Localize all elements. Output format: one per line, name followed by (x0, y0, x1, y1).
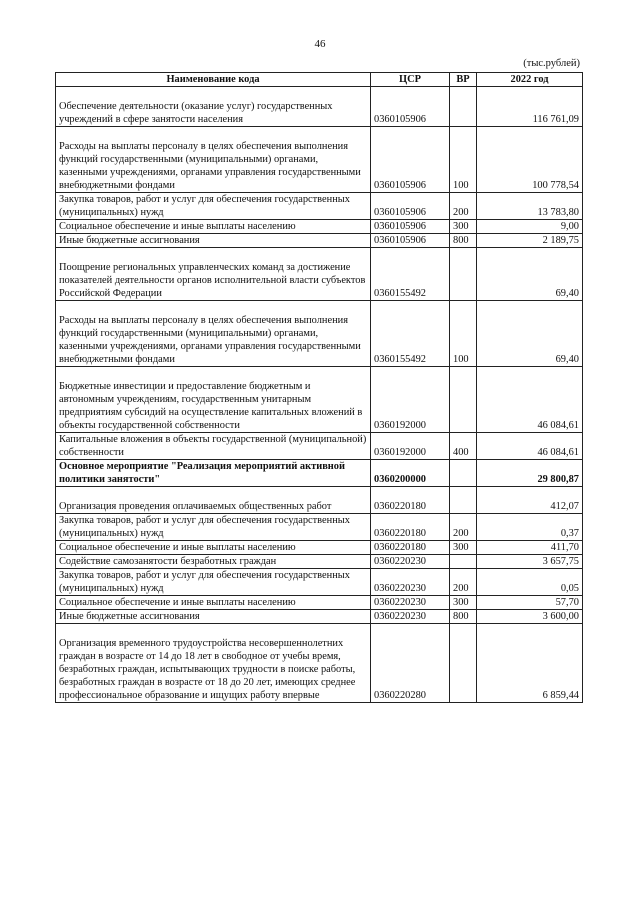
table-row (56, 541, 583, 555)
table-row (56, 301, 583, 367)
row-sum-cell: 412,07 (477, 487, 583, 514)
row-sum-cell: 0,37 (477, 514, 583, 541)
row-vr-cell: 200 (450, 193, 477, 220)
row-vr-cell: 800 (450, 610, 477, 624)
row-csr-cell: 0360220230 (371, 555, 450, 569)
row-csr-cell: 0360220280 (371, 624, 450, 703)
table-row (56, 610, 583, 624)
row-sum-cell: 116 761,09 (477, 87, 583, 127)
row-sum-cell: 46 084,61 (477, 433, 583, 460)
row-name-cell: Расходы на выплаты персоналу в целях обеспечения выполнения функций государственными (муниципальными) органами, казенными учреждениями, органами управления государственными внебюджетными фондами (56, 127, 371, 193)
row-name-cell: Основное мероприятие "Реализация мероприятий активной политики занятости" (56, 460, 371, 487)
row-sum-cell: 46 084,61 (477, 367, 583, 433)
row-csr-cell: 0360105906 (371, 234, 450, 248)
table-row (56, 569, 583, 596)
row-sum-cell: 6 859,44 (477, 624, 583, 703)
row-vr-cell: 300 (450, 541, 477, 555)
row-csr-cell: 0360105906 (371, 193, 450, 220)
row-vr-cell: 100 (450, 301, 477, 367)
row-name-cell: Закупка товаров, работ и услуг для обеспечения государственных (муниципальных) нужд (56, 193, 371, 220)
row-vr-cell: 300 (450, 220, 477, 234)
row-csr-cell: 0360220230 (371, 596, 450, 610)
units-label: (тыс.рублей) (523, 58, 580, 69)
row-sum-cell: 3 657,75 (477, 555, 583, 569)
row-sum-cell: 100 778,54 (477, 127, 583, 193)
table-body (56, 87, 583, 703)
row-name-cell: Иные бюджетные ассигнования (56, 610, 371, 624)
budget-table (55, 72, 583, 703)
row-name-cell: Бюджетные инвестиции и предоставление бюджетным и автономным учреждениям, государственным унитарным предприятиям субсидий на осуществление капитальных вложений в объекты государственной собственности (56, 367, 371, 433)
row-csr-cell: 0360192000 (371, 433, 450, 460)
row-name-cell: Закупка товаров, работ и услуг для обеспечения государственных (муниципальных) нужд (56, 514, 371, 541)
row-name-cell: Иные бюджетные ассигнования (56, 234, 371, 248)
row-sum-cell: 411,70 (477, 541, 583, 555)
table-row (56, 514, 583, 541)
row-name-cell: Поощрение региональных управленческих команд за достижение показателей деятельности органов исполнительной власти субъектов Российской Федерации (56, 248, 371, 301)
table-header-row (56, 73, 583, 87)
table-row (56, 487, 583, 514)
row-vr-cell (450, 555, 477, 569)
row-vr-cell: 400 (450, 433, 477, 460)
table-row (56, 555, 583, 569)
header-name: Наименование кода (56, 73, 371, 87)
row-vr-cell: 100 (450, 127, 477, 193)
row-vr-cell (450, 624, 477, 703)
row-sum-cell: 69,40 (477, 301, 583, 367)
row-csr-cell: 0360192000 (371, 367, 450, 433)
row-vr-cell (450, 460, 477, 487)
row-csr-cell: 0360105906 (371, 87, 450, 127)
row-csr-cell: 0360105906 (371, 220, 450, 234)
row-sum-cell: 57,70 (477, 596, 583, 610)
row-name-cell: Социальное обеспечение и иные выплаты населению (56, 220, 371, 234)
table-row (56, 460, 583, 487)
row-csr-cell: 0360220230 (371, 610, 450, 624)
table-row (56, 367, 583, 433)
row-vr-cell (450, 487, 477, 514)
row-name-cell: Расходы на выплаты персоналу в целях обеспечения выполнения функций государственными (муниципальными) органами, казенными учреждениями, органами управления государственными внебюджетными фондами (56, 301, 371, 367)
page-number: 46 (314, 38, 326, 50)
row-sum-cell: 9,00 (477, 220, 583, 234)
row-sum-cell: 29 800,87 (477, 460, 583, 487)
table-row (56, 87, 583, 127)
row-sum-cell: 2 189,75 (477, 234, 583, 248)
row-vr-cell (450, 248, 477, 301)
table-row (56, 193, 583, 220)
table-row (56, 220, 583, 234)
header-vr: ВР (450, 73, 477, 87)
header-year: 2022 год (477, 73, 583, 87)
row-name-cell: Содействие самозанятости безработных граждан (56, 555, 371, 569)
row-sum-cell: 69,40 (477, 248, 583, 301)
row-csr-cell: 0360220180 (371, 514, 450, 541)
row-sum-cell: 3 600,00 (477, 610, 583, 624)
row-csr-cell: 0360220180 (371, 541, 450, 555)
table-row (56, 234, 583, 248)
row-name-cell: Организация проведения оплачиваемых общественных работ (56, 487, 371, 514)
row-csr-cell: 0360105906 (371, 127, 450, 193)
row-vr-cell: 200 (450, 514, 477, 541)
row-csr-cell: 0360200000 (371, 460, 450, 487)
row-name-cell: Капитальные вложения в объекты государственной (муниципальной) собственности (56, 433, 371, 460)
row-vr-cell: 300 (450, 596, 477, 610)
row-name-cell: Социальное обеспечение и иные выплаты населению (56, 541, 371, 555)
table-row (56, 127, 583, 193)
row-name-cell: Обеспечение деятельности (оказание услуг) государственных учреждений в сфере занятости населения (56, 87, 371, 127)
row-vr-cell: 200 (450, 569, 477, 596)
table-row (56, 248, 583, 301)
row-csr-cell: 0360220180 (371, 487, 450, 514)
table-row (56, 596, 583, 610)
row-vr-cell (450, 87, 477, 127)
table-row (56, 624, 583, 703)
row-sum-cell: 0,05 (477, 569, 583, 596)
row-sum-cell: 13 783,80 (477, 193, 583, 220)
row-name-cell: Организация временного трудоустройства несовершеннолетних граждан в возрасте от 14 до 18 лет в свободное от учебы время, безработных граждан, испытывающих трудности в поиске работы, безработных граждан в возрасте от 18 до 20 лет, имеющих среднее профессиональное образование и ищущих работу впервые (56, 624, 371, 703)
row-vr-cell: 800 (450, 234, 477, 248)
row-name-cell: Социальное обеспечение и иные выплаты населению (56, 596, 371, 610)
row-csr-cell: 0360220230 (371, 569, 450, 596)
row-csr-cell: 0360155492 (371, 301, 450, 367)
table-row (56, 433, 583, 460)
row-name-cell: Закупка товаров, работ и услуг для обеспечения государственных (муниципальных) нужд (56, 569, 371, 596)
row-vr-cell (450, 367, 477, 433)
row-csr-cell: 0360155492 (371, 248, 450, 301)
header-csr: ЦСР (371, 73, 450, 87)
